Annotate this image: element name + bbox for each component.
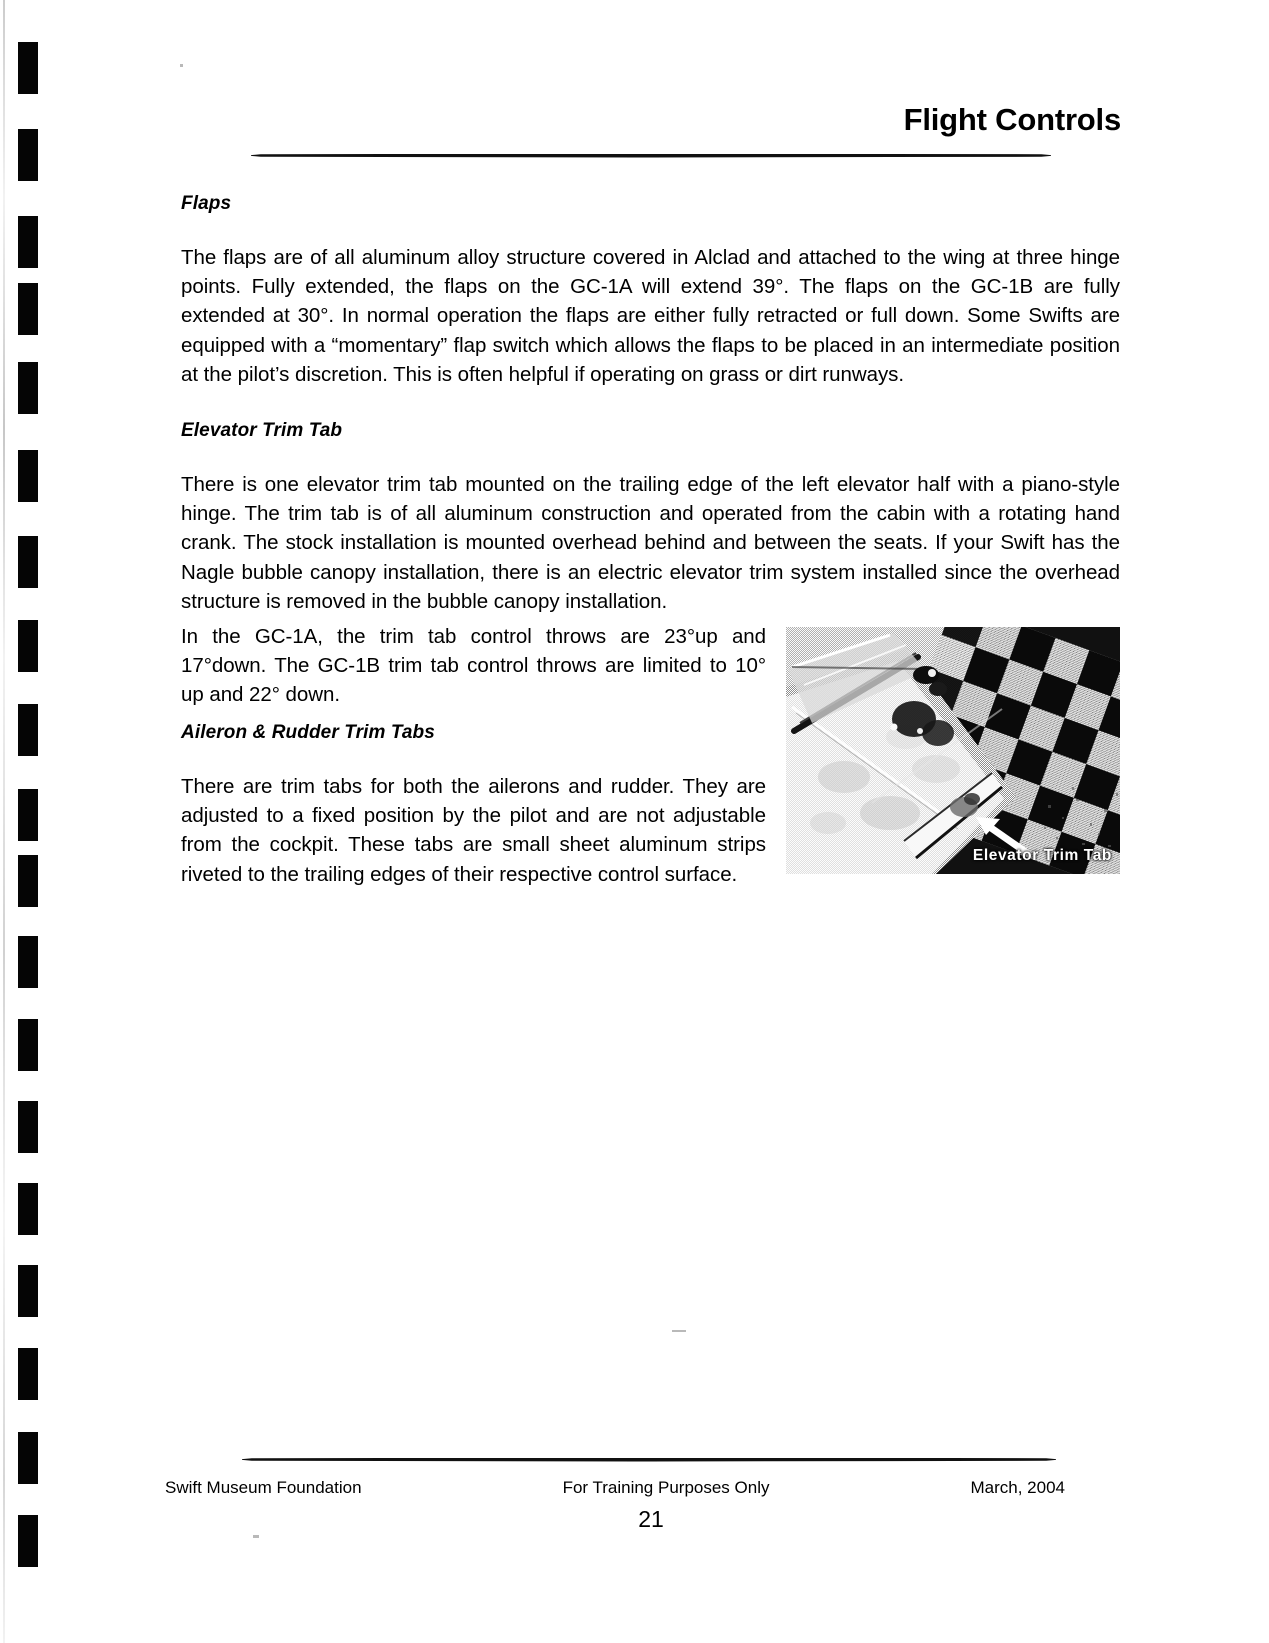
spiral-binding-margin — [0, 0, 60, 1643]
binding-hole — [18, 42, 38, 94]
binding-hole — [18, 1515, 38, 1567]
paragraph-elevator-1-wrap — [181, 470, 1120, 616]
binding-hole — [18, 704, 38, 756]
page-header-title: Flight Controls — [903, 102, 1121, 137]
binding-hole — [18, 362, 38, 414]
binding-hole — [18, 536, 38, 588]
paragraph-elevator-2: In the GC-1A, the trim tab control throws are 23°up and 17°down. The GC-1B trim tab control throws are limited to 10° up and 22° down. — [181, 625, 766, 707]
section-flaps — [181, 193, 1121, 215]
page-footer — [165, 1478, 1065, 1498]
section-elevator-trim-tab — [181, 420, 1121, 442]
binding-hole — [18, 620, 38, 672]
heading-elevator-trim-tab: Elevator Trim Tab — [181, 420, 343, 441]
binding-hole — [18, 450, 38, 502]
binding-hole — [18, 1348, 38, 1400]
photo-image — [786, 627, 1120, 874]
binding-hole — [18, 1265, 38, 1317]
scan-speck — [672, 1330, 686, 1332]
binding-hole — [18, 283, 38, 335]
scan-speck — [180, 64, 183, 67]
binding-hole — [18, 1019, 38, 1071]
paragraph-elevator-2-wrap — [181, 622, 766, 710]
paragraph-aileron-1-wrap — [181, 772, 766, 889]
paragraph-aileron-1: There are trim tabs for both the ailerons and rudder. They are adjusted to a fixed position by the pilot and are not adjustable from the cockpit. These tabs are small sheet aluminum strips riveted to the trailing edges of their respective control surface. — [181, 775, 766, 886]
binding-hole — [18, 1101, 38, 1153]
binding-hole — [18, 936, 38, 988]
footer-divider-rule — [242, 1456, 1056, 1463]
footer-organization: Swift Museum Foundation — [165, 1478, 362, 1497]
scan-speck — [253, 1535, 259, 1538]
heading-aileron-rudder-trim-tabs: Aileron & Rudder Trim Tabs — [181, 722, 435, 743]
binding-hole — [18, 129, 38, 181]
binding-hole — [18, 855, 38, 907]
paragraph-flaps-1: The flaps are of all aluminum alloy structure covered in Alclad and attached to the wing at three hinge points. Fully extended, the flaps on the GC-1A will extend 39°. The flaps on the GC-1B are fully extended at 30°. In normal operation the flaps are either fully retracted or full down. Some Swifts are equipped with a “momentary” flap switch which allows the flaps to be placed in an intermediate position at the pilot’s discretion. This is often helpful if operating on grass or dirt runways. — [181, 246, 1120, 386]
footer-notice: For Training Purposes Only — [562, 1478, 770, 1497]
page-number: 21 — [638, 1506, 664, 1532]
section-aileron-rudder-trim-tabs — [181, 722, 781, 744]
paragraph-elevator-1: There is one elevator trim tab mounted on the trailing edge of the left elevator half with a piano-style hinge. The trim tab is of all aluminum construction and operated from the cabin with a rotating hand crank. The stock installation is mounted overhead behind and between the seats. If your Swift has the Nagle bubble canopy installation, there is an electric elevator trim system installed since the overhead structure is removed in the bubble canopy installation. — [181, 473, 1120, 613]
photo-caption: Elevator Trim Tab — [972, 847, 1112, 864]
binding-hole — [18, 1183, 38, 1235]
header-divider-rule — [251, 152, 1051, 159]
binding-hole — [18, 789, 38, 841]
heading-flaps: Flaps — [181, 193, 232, 214]
footer-date: March, 2004 — [970, 1478, 1065, 1497]
scan-edge-artifact — [3, 0, 5, 1643]
binding-hole — [18, 1432, 38, 1484]
elevator-trim-tab-photo — [786, 627, 1120, 874]
paragraph-flaps-1-wrap — [181, 243, 1120, 389]
binding-hole — [18, 216, 38, 268]
